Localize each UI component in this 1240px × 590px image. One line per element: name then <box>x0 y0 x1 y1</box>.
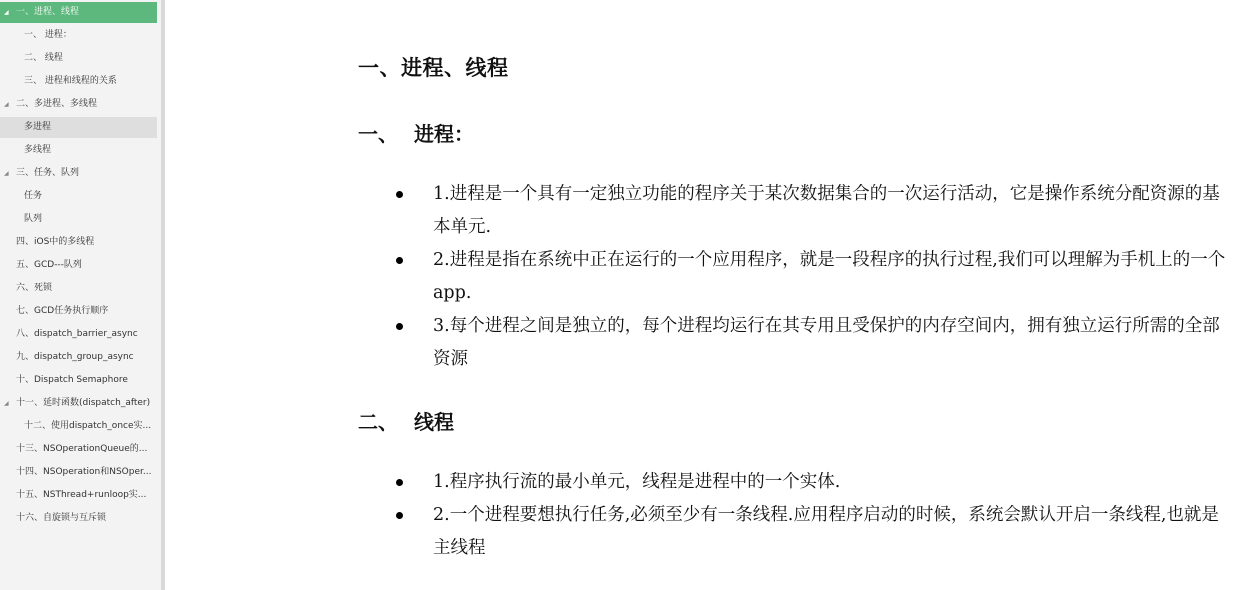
outline-item[interactable] <box>0 485 157 506</box>
outline-item-label: 十、Dispatch Semaphore <box>16 375 128 385</box>
list-item: 2.进程是指在系统中正在运行的一个应用程序，就是一段程序的执行过程,我们可以理解为手机上的一个 app. <box>396 244 1236 310</box>
outline-item-label: 十五、NSThread+runloop实... <box>16 490 147 500</box>
list-item: 1.进程是一个具有一定独立功能的程序关于某次数据集合的一次运行活动，它是操作系统分配资源的基本单元. <box>396 178 1236 244</box>
outline-item[interactable] <box>0 209 157 230</box>
outline-item-label: 二、多进程、多线程 <box>16 99 98 109</box>
outline-item-label: 一、 进程： <box>24 30 72 40</box>
outline-item[interactable] <box>0 94 157 115</box>
outline-item[interactable] <box>0 462 157 483</box>
outline-item-label: 五、GCD---队列 <box>16 260 82 270</box>
expand-arrow-icon[interactable]: ◢ <box>4 400 9 407</box>
outline-item-label: 十六、自旋锁与互斥锁 <box>16 513 107 523</box>
outline-item-label: 十一、延时函数(dispatch_after) <box>16 398 151 408</box>
outline-item[interactable] <box>0 508 157 529</box>
expand-arrow-icon[interactable]: ◢ <box>4 170 9 177</box>
outline-item[interactable] <box>0 301 157 322</box>
outline-item-label: 十三、NSOperationQueue的... <box>16 444 148 454</box>
outline-item[interactable] <box>0 2 157 23</box>
outline-item-label: 三、 进程和线程的关系 <box>24 76 117 86</box>
outline-item[interactable] <box>0 186 157 207</box>
outline-item-label: 任务 <box>24 191 43 201</box>
outline-item-label: 队列 <box>24 214 43 224</box>
process-bullet-list <box>396 178 1236 376</box>
outline-item[interactable] <box>0 117 157 138</box>
outline-sidebar <box>0 0 165 590</box>
outline-item-label: 多进程 <box>24 122 52 132</box>
section-title: 线程 <box>414 410 454 434</box>
outline-item[interactable] <box>0 324 157 345</box>
outline-list <box>0 0 161 529</box>
section-heading-process <box>358 118 474 147</box>
list-item: 2.一个进程要想执行任务,必须至少有一条线程.应用程序启动的时候，系统会默认开启一条线程,也就是主线程 <box>396 499 1236 565</box>
section-number: 一、 <box>358 122 398 146</box>
expand-arrow-icon[interactable]: ◢ <box>4 101 9 108</box>
list-item: 1.程序执行流的最小单元，线程是进程中的一个实体. <box>396 466 1236 499</box>
document-title: 一、进程、线程 <box>358 56 509 80</box>
outline-item[interactable] <box>0 370 157 391</box>
outline-item-label: 三、任务、队列 <box>16 168 80 178</box>
thread-bullet-list <box>396 466 1236 565</box>
outline-item[interactable] <box>0 439 157 460</box>
outline-item[interactable] <box>0 25 157 46</box>
outline-item[interactable] <box>0 278 157 299</box>
list-item: 3.每个进程之间是独立的，每个进程均运行在其专用且受保护的内存空间内，拥有独立运行所需的全部资源 <box>396 310 1236 376</box>
outline-item-label: 九、dispatch_group_async <box>16 352 134 362</box>
outline-item-label: 多线程 <box>24 145 52 155</box>
outline-item[interactable] <box>0 163 157 184</box>
outline-item-label: 七、GCD任务执行顺序 <box>16 306 109 316</box>
document-content <box>170 0 1240 590</box>
outline-item-label: 四、iOS中的多线程 <box>16 237 95 247</box>
section-number: 二、 <box>358 410 398 434</box>
outline-item[interactable] <box>0 71 157 92</box>
expand-arrow-icon[interactable]: ◢ <box>4 9 9 16</box>
outline-item[interactable] <box>0 255 157 276</box>
outline-item[interactable] <box>0 393 157 414</box>
outline-item[interactable] <box>0 416 157 437</box>
outline-item-label: 一、进程、线程 <box>16 7 80 17</box>
outline-item[interactable] <box>0 48 157 69</box>
section-title: 进程： <box>414 122 474 146</box>
outline-item[interactable] <box>0 140 157 161</box>
outline-item-label: 十二、使用dispatch_once实... <box>24 421 152 431</box>
outline-item-label: 十四、NSOperation和NSOper... <box>16 467 152 477</box>
outline-item-label: 八、dispatch_barrier_async <box>16 329 138 339</box>
outline-item[interactable] <box>0 232 157 253</box>
section-heading-thread <box>358 406 454 435</box>
outline-item-label: 二、 线程 <box>24 53 63 63</box>
outline-item[interactable] <box>0 347 157 368</box>
outline-item-label: 六、死锁 <box>16 283 53 293</box>
